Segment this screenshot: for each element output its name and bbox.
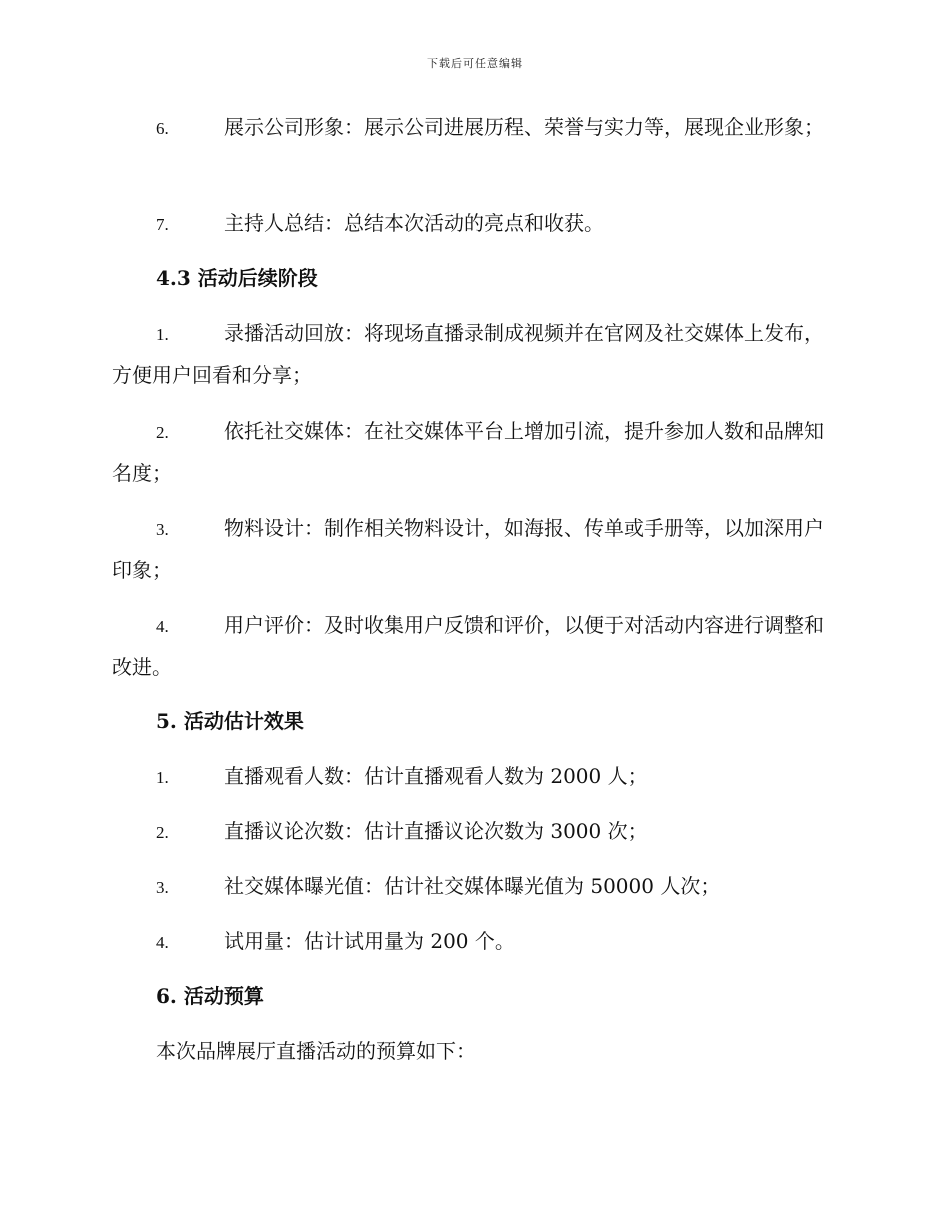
list-item-number: 7. bbox=[156, 215, 169, 234]
list-item bbox=[112, 756, 832, 798]
list-item-text: 主持人总结：总结本次活动的亮点和收获。 bbox=[224, 211, 604, 235]
list-item-text: 依托社交媒体：在社交媒体平台上增加引流，提升参加人数和品牌知名度； bbox=[112, 419, 824, 485]
list-item-text: 直播议论次数：估计直播议论次数为 3000 次； bbox=[224, 819, 648, 843]
list-item-number: 1. bbox=[156, 768, 169, 787]
section-heading: 5. 活动估计效果 bbox=[156, 709, 304, 733]
list-item-number: 1. bbox=[156, 325, 169, 344]
list-item bbox=[112, 203, 832, 245]
list-item bbox=[112, 866, 832, 908]
list-item-text: 用户评价：及时收集用户反馈和评价，以便于对活动内容进行调整和改进。 bbox=[112, 613, 824, 679]
list-item bbox=[112, 811, 832, 853]
list-item-number: 4. bbox=[156, 617, 169, 636]
list-item-text: 物料设计：制作相关物料设计，如海报、传单或手册等，以加深用户印象； bbox=[112, 516, 824, 582]
list-item-number: 4. bbox=[156, 933, 169, 952]
list-item-number: 2. bbox=[156, 823, 169, 842]
list-item bbox=[112, 313, 832, 396]
list-item bbox=[112, 921, 832, 963]
paragraph: 本次品牌展厅直播活动的预算如下： bbox=[156, 1039, 476, 1063]
page-header: 下载后可任意编辑 bbox=[427, 57, 523, 70]
list-item-text: 社交媒体曝光值：估计社交媒体曝光值为 50000 人次； bbox=[224, 874, 721, 898]
list-item-text: 试用量：估计试用量为 200 个。 bbox=[224, 929, 515, 953]
section-heading: 4.3 活动后续阶段 bbox=[156, 266, 318, 290]
list-item bbox=[112, 411, 832, 494]
list-item-text: 直播观看人数：估计直播观看人数为 2000 人； bbox=[224, 764, 648, 788]
list-item-text: 展示公司形象：展示公司进展历程、荣誉与实力等，展现企业形象； bbox=[224, 115, 824, 139]
section-heading: 6. 活动预算 bbox=[156, 984, 264, 1008]
list-item bbox=[112, 107, 832, 149]
list-item bbox=[112, 605, 832, 688]
list-item-number: 3. bbox=[156, 520, 169, 539]
list-item-number: 6. bbox=[156, 119, 169, 138]
list-item-number: 2. bbox=[156, 423, 169, 442]
list-item-text: 录播活动回放：将现场直播录制成视频并在官网及社交媒体上发布，方便用户回看和分享； bbox=[112, 321, 824, 387]
list-item bbox=[112, 508, 832, 591]
list-item-number: 3. bbox=[156, 878, 169, 897]
